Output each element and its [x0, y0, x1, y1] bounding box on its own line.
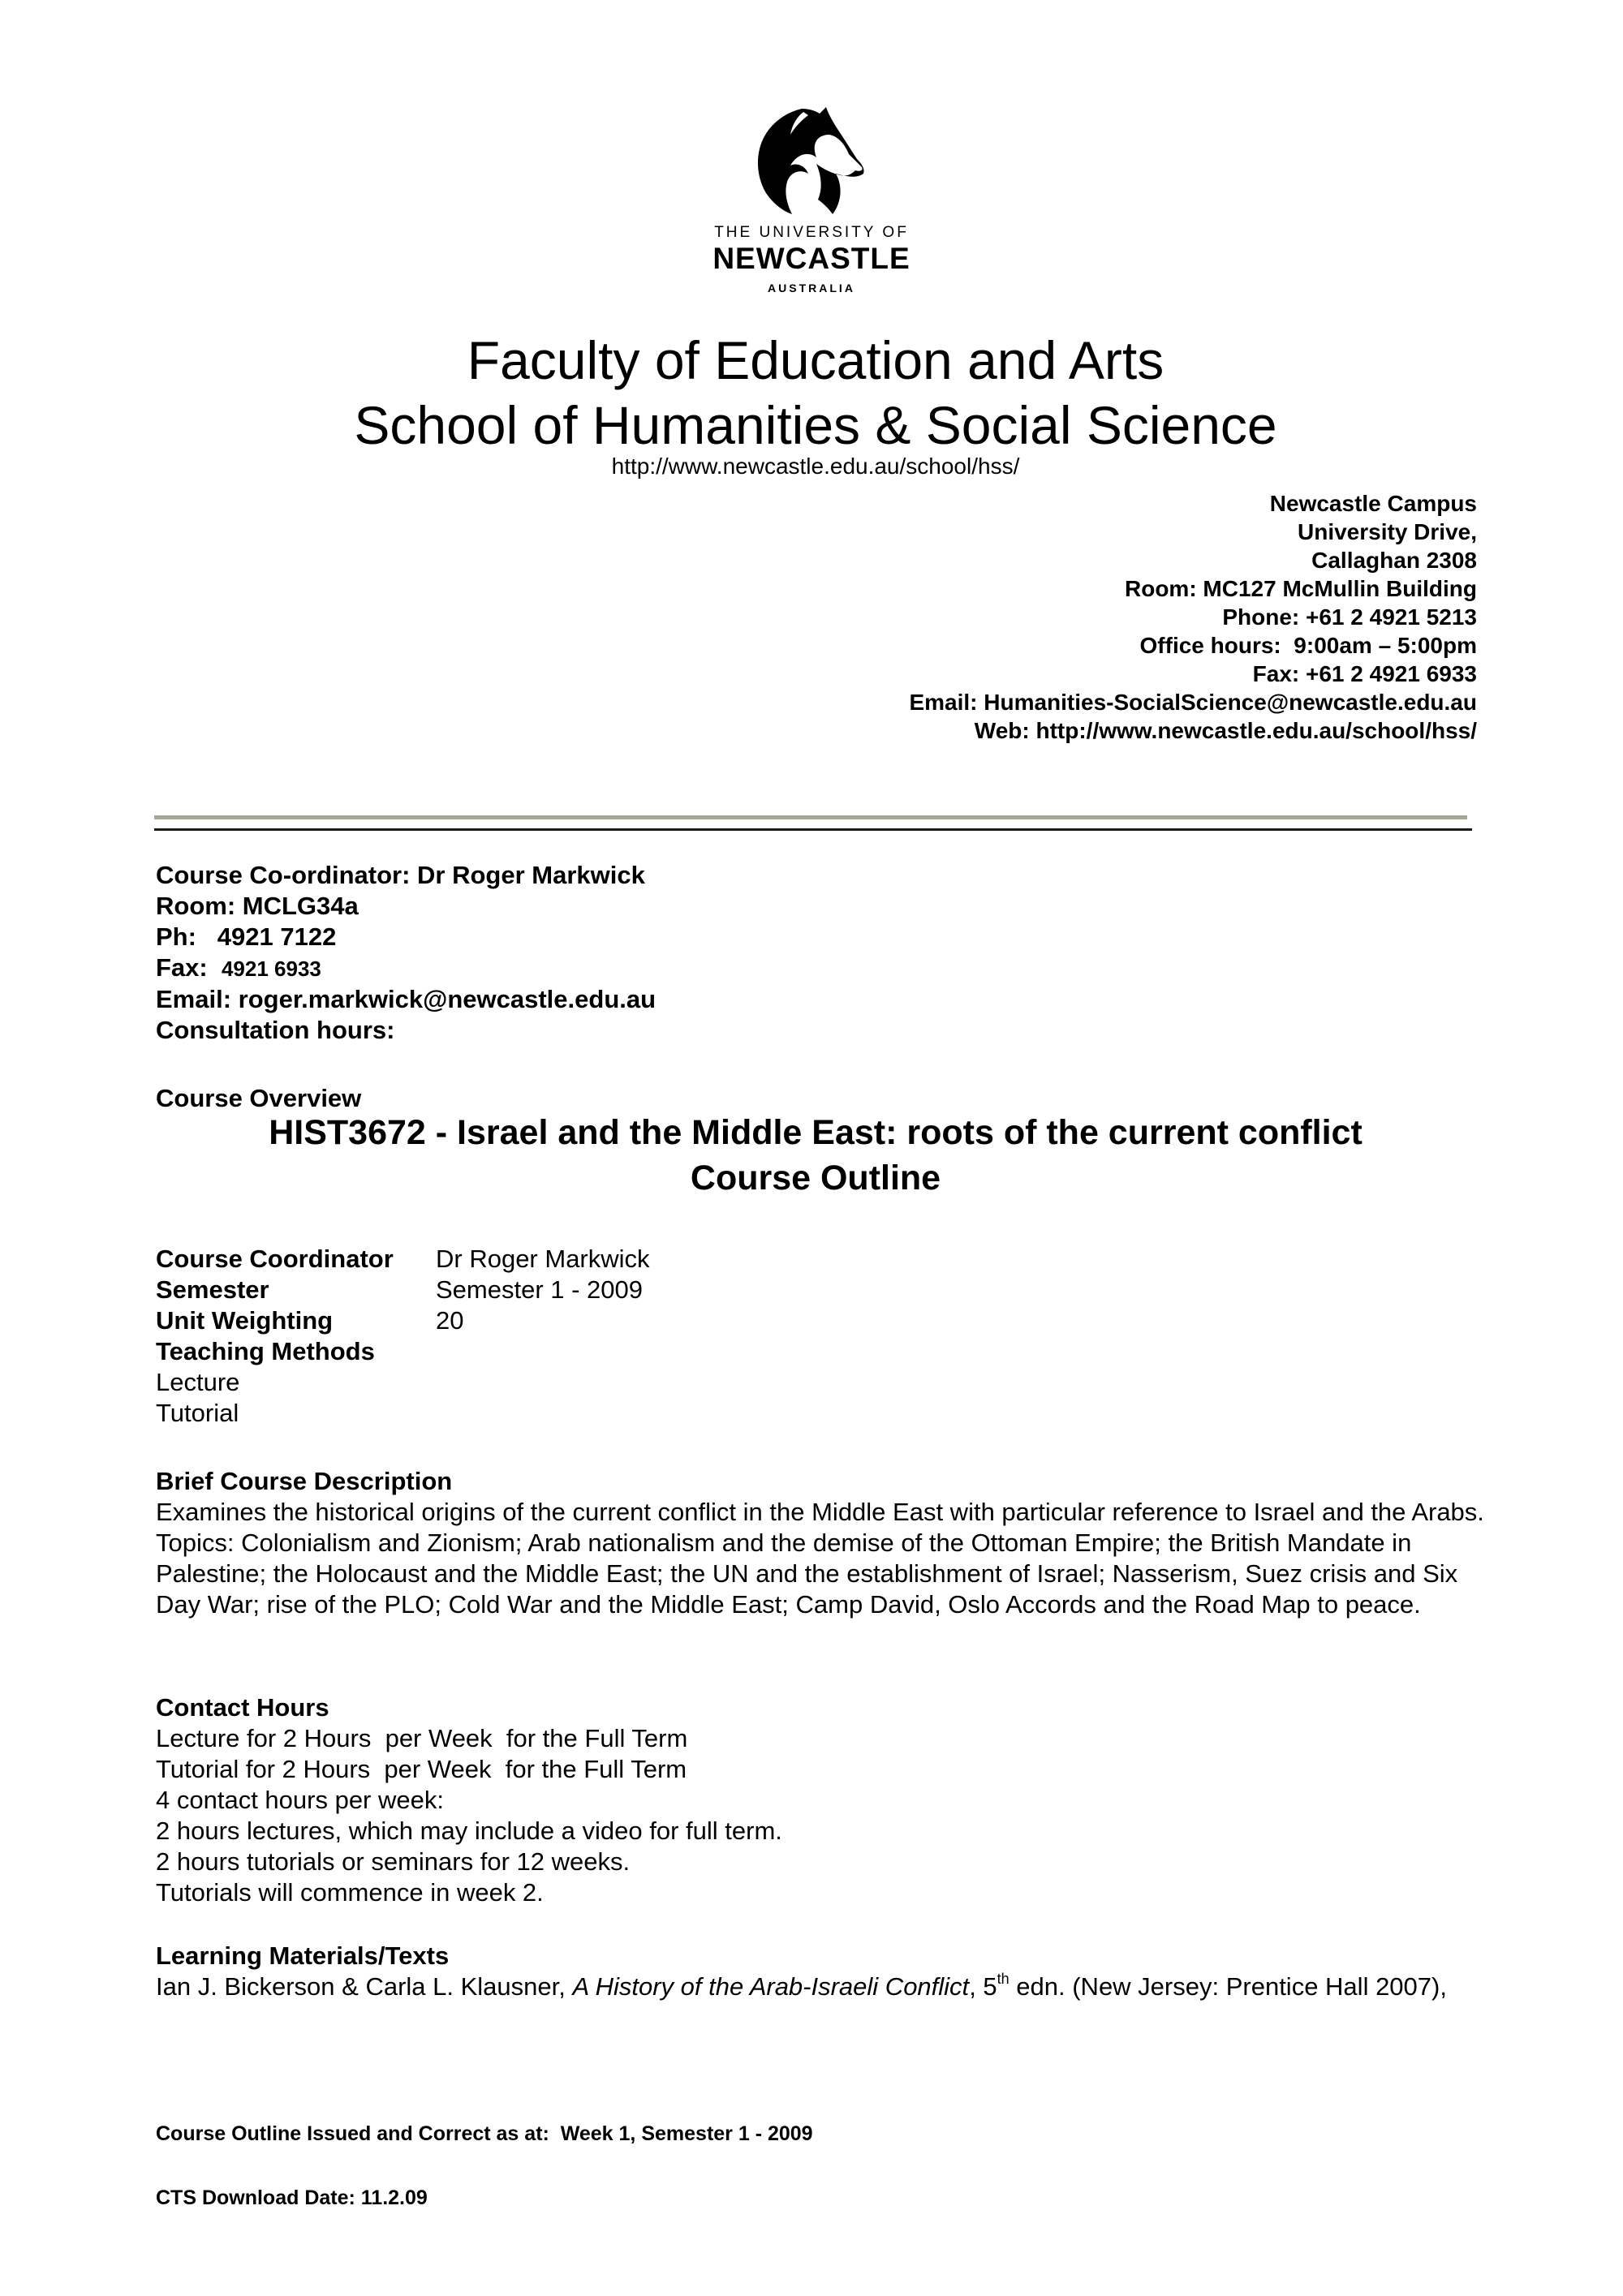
- coordinator-fax-line: [156, 952, 656, 984]
- coordinator-email-link[interactable]: roger.markwick@newcastle.edu.au: [238, 985, 657, 1013]
- details-label: Unit Weighting: [156, 1306, 334, 1335]
- teaching-method-item: Tutorial: [156, 1399, 239, 1427]
- address-room: Room: MC127 McMullin Building: [1125, 576, 1477, 601]
- contact-hours-line: Tutorials will commence in week 2.: [156, 1878, 544, 1907]
- details-value: Dr Roger Markwick: [436, 1245, 650, 1273]
- fax-label: Fax:: [156, 953, 222, 982]
- citation-edition: , 5: [969, 1972, 997, 2001]
- school-url-link[interactable]: http://www.newcastle.edu.au/school/hss/: [611, 454, 1020, 479]
- teaching-method-item: Lecture: [156, 1368, 240, 1396]
- coordinator-phone-line: [156, 922, 656, 952]
- details-row: [156, 1244, 650, 1275]
- school-title: School of Humanities & Social Science: [354, 395, 1277, 455]
- coordinator-email-line: [156, 984, 656, 1015]
- details-row: [156, 1305, 650, 1336]
- logo-line-australia: AUSTRALIA: [768, 282, 855, 295]
- citation-edition-suffix: th: [997, 1971, 1010, 1987]
- outline-issued-note: Course Outline Issued and Correct as at: Week 1, Semester 1 - 2009: [156, 2122, 813, 2145]
- fax-value: 4921 6933: [221, 957, 321, 981]
- download-date-note: CTS Download Date: 11.2.09: [156, 2186, 428, 2209]
- details-label: Course Coordinator: [156, 1245, 394, 1273]
- address-fax: Fax: +61 2 4921 6933: [1252, 661, 1477, 686]
- contact-hours-line: 4 contact hours per week:: [156, 1786, 444, 1814]
- course-title: [0, 1110, 1623, 1201]
- details-row: [156, 1336, 650, 1367]
- contact-hours-section: [156, 1692, 782, 1908]
- address-phone: Phone: +61 2 4921 5213: [1222, 604, 1477, 630]
- logo-line-newcastle: NEWCASTLE: [712, 242, 911, 275]
- horse-head-icon: [755, 104, 865, 216]
- address-web-link[interactable]: Web: http://www.newcastle.edu.au/school/hss/: [974, 718, 1477, 743]
- campus-address-block: [909, 489, 1477, 745]
- address-suburb: Callaghan 2308: [1311, 548, 1477, 573]
- citation-authors: Ian J. Bickerson & Carla L. Klausner,: [156, 1972, 573, 2001]
- coordinator-name: Course Co-ordinator: Dr Roger Markwick: [156, 861, 645, 889]
- address-campus: Newcastle Campus: [1269, 491, 1477, 516]
- description-heading: Brief Course Description: [156, 1467, 453, 1495]
- course-title-line2: Course Outline: [690, 1159, 941, 1197]
- learning-materials-section: [156, 1941, 1487, 2002]
- phone-label: Ph:: [156, 922, 217, 951]
- email-label: Email:: [156, 985, 239, 1013]
- divider-black: [154, 828, 1472, 831]
- divider-grey: [154, 815, 1467, 819]
- contact-hours-line: 2 hours lectures, which may include a video for full term.: [156, 1817, 782, 1845]
- contact-hours-line: 2 hours tutorials or seminars for 12 weeks.: [156, 1847, 631, 1876]
- university-logo: [698, 96, 925, 303]
- phone-value: 4921 7122: [217, 922, 337, 951]
- coordinator-contact-block: [156, 860, 656, 1046]
- contact-hours-line: Tutorial for 2 Hours per Week for the Full Term: [156, 1755, 687, 1783]
- description-text: Examines the historical origins of the current conflict in the Middle East with particular reference to Israel and the Arabs. Topics: Colonialism and Zionism; Arab nationalism and the demise of the Ottoman Empire; the British Mandate in Palestine; the Holocaust and the Middle East; the UN and the establishment of Israel; Nasserism, Suez crisis and Six Day War; rise of the PLO; Cold War and the Middle East; Camp David, Oslo Accords and the Road Map to peace.: [156, 1498, 1484, 1619]
- course-overview-heading: Course Overview: [156, 1084, 362, 1112]
- logo-line-university-of: THE UNIVERSITY OF: [714, 224, 909, 241]
- faculty-title: Faculty of Education and Arts: [467, 330, 1165, 390]
- contact-hours-line: Lecture for 2 Hours per Week for the Full Term: [156, 1724, 688, 1752]
- course-title-line1: HIST3672 - Israel and the Middle East: roots of the current conflict: [269, 1113, 1363, 1152]
- address-email-link[interactable]: Email: Humanities-SocialScience@newcastle.edu.au: [909, 690, 1477, 715]
- learning-materials-heading: Learning Materials/Texts: [156, 1941, 450, 1970]
- contact-hours-heading: Contact Hours: [156, 1693, 329, 1722]
- details-label: Semester: [156, 1275, 269, 1304]
- address-office-hours: Office hours: 9:00am – 5:00pm: [1139, 633, 1477, 658]
- course-details-table: [156, 1244, 650, 1429]
- address-street: University Drive,: [1298, 519, 1477, 544]
- details-value: 20: [436, 1306, 464, 1335]
- citation-publisher: edn. (New Jersey: Prentice Hall 2007),: [1009, 1972, 1447, 2001]
- consultation-hours: Consultation hours:: [156, 1016, 395, 1044]
- course-description-section: [156, 1466, 1487, 1620]
- details-value: Semester 1 - 2009: [436, 1275, 644, 1304]
- details-row: [156, 1275, 650, 1305]
- citation-book-title: A History of the Arab-Israeli Conflict: [572, 1972, 970, 2001]
- details-label: Teaching Methods: [156, 1337, 375, 1365]
- textbook-citation: [156, 1971, 1487, 2002]
- coordinator-room: Room: MCLG34a: [156, 892, 359, 920]
